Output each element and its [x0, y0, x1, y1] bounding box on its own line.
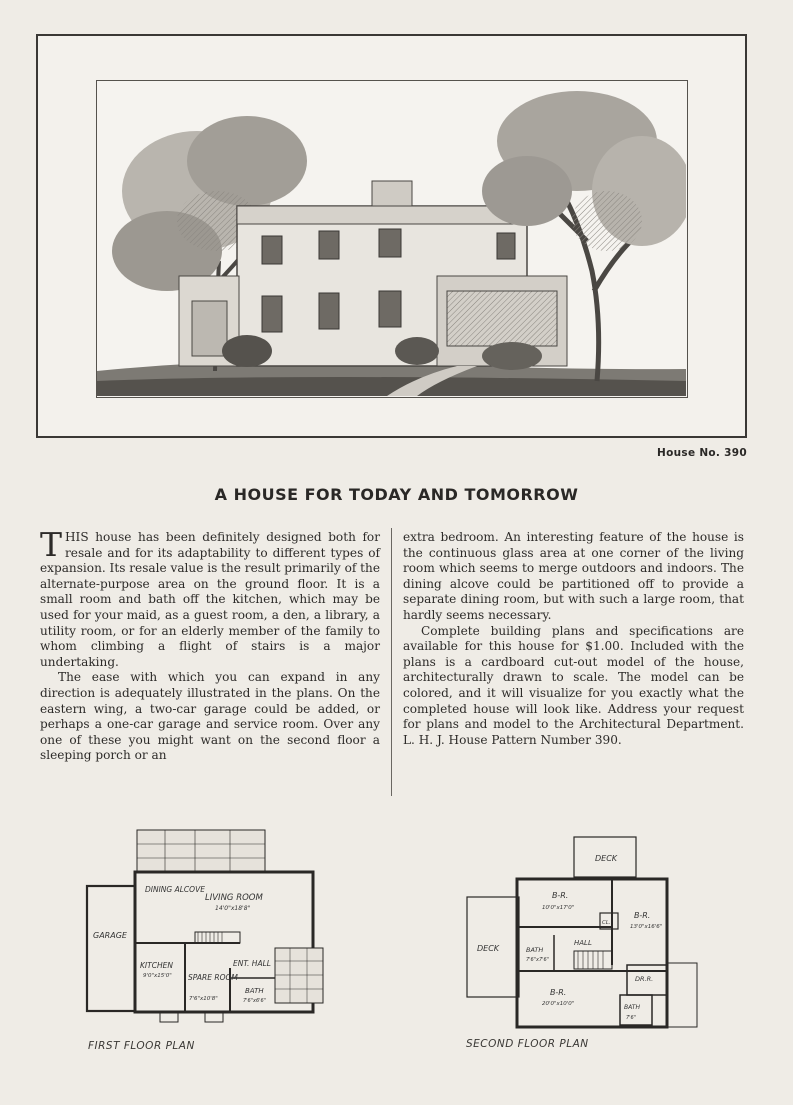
drop-cap: T	[40, 525, 63, 564]
article-title: A HOUSE FOR TODAY AND TOMORROW	[214, 485, 579, 504]
room-br1-dim: 10'0"x17'0"	[542, 905, 575, 911]
room-dressing-label: DR.R.	[635, 975, 654, 983]
house-illustration	[96, 80, 688, 398]
paragraph-1-text: HIS house has been definitely designed both for resale and for its adaptability to different types of expansion. Its resale value is the result primarily of the alternate-purpose area on the ground floor. It is a small room and bath off the kitchen, which may be used for your maid, as a guest room, a den, a library, a utility room, or for an elderly member of the family to whom climbing a flight of stairs is a major undertaking.	[40, 530, 380, 669]
first-floor-plan-drawing	[85, 828, 330, 1028]
room-spare-label: SPARE ROOM	[188, 973, 238, 982]
room-deck-left-label: DECK	[477, 944, 500, 953]
room-kitchen-label: KITCHEN	[140, 961, 173, 970]
paragraph-3: extra bedroom. An interesting feature of the house is the continuous glass area at one corner of the living room which seems to merge outdoors and indoors. The dining alcove could be partitioned off to provide a separate dining room, but with such a large room, that hardly seems necessary.	[403, 530, 744, 622]
second-floor-plan-drawing	[462, 835, 712, 1030]
article-column-right	[403, 530, 744, 748]
first-floor-plan	[85, 828, 330, 1028]
room-bath-label: BATH	[245, 987, 264, 995]
room-bath2-dim: 7'6"	[626, 1015, 637, 1021]
room-br1-label: B-R.	[552, 891, 569, 900]
room-br3-label: B-R.	[550, 988, 567, 997]
room-bath1-dim: 7'6"x7'6"	[526, 957, 550, 963]
room-bath1-label: BATH	[526, 946, 544, 954]
room-hall-label: HALL	[574, 939, 592, 947]
paragraph-4: Complete building plans and specifications are available for this house for $1.00. Included with the plans is a cardboard cut-out model of the house, architecturally drawn to scale. The model can be colored, and it will visualize for you exactly what the completed house will look like. Address your request for plans and model to the Architectural Department. L. H. J. House Pattern Number 390.	[403, 623, 744, 747]
room-deck-top-label: DECK	[595, 854, 618, 863]
room-living-label: LIVING ROOM	[205, 893, 263, 903]
room-bath2-label: BATH	[624, 1004, 640, 1011]
room-kitchen-dim: 9'0"x15'0"	[143, 973, 172, 979]
room-br3-dim: 20'0"x10'0"	[542, 1001, 575, 1007]
second-floor-plan	[462, 835, 712, 1030]
column-divider	[391, 528, 392, 796]
room-garage-label: GARAGE	[93, 931, 127, 940]
first-floor-plan-label: FIRST FLOOR PLAN	[88, 1040, 195, 1052]
room-br2-label: B-R.	[634, 911, 651, 920]
paragraph-2: The ease with which you can expand in any direction is adequately illustrated in the plans. On the eastern wing, a two-car garage could be added, or perhaps a one-car garage and service room. Over any one of these you might want on the second floor a sleeping porch or an	[40, 670, 380, 763]
illustration-frame	[36, 34, 747, 438]
room-dining-label: DINING ALCOVE	[145, 885, 205, 894]
room-spare-dim: 7'6"x10'8"	[189, 996, 218, 1002]
room-living-dim: 14'0"x18'8"	[215, 905, 251, 912]
house-sketch-icon	[97, 81, 686, 396]
article-column-left	[40, 525, 380, 764]
room-ent-hall-label: ENT. HALL	[233, 959, 271, 968]
paragraph-1	[40, 525, 380, 670]
second-floor-plan-label: SECOND FLOOR PLAN	[466, 1038, 589, 1050]
room-br2-dim: 13'0"x16'6"	[630, 924, 663, 930]
room-closet-label: CL.	[602, 920, 611, 926]
room-bath-dim: 7'6"x6'6"	[243, 998, 267, 1004]
house-number-caption: House No. 390	[657, 447, 747, 459]
